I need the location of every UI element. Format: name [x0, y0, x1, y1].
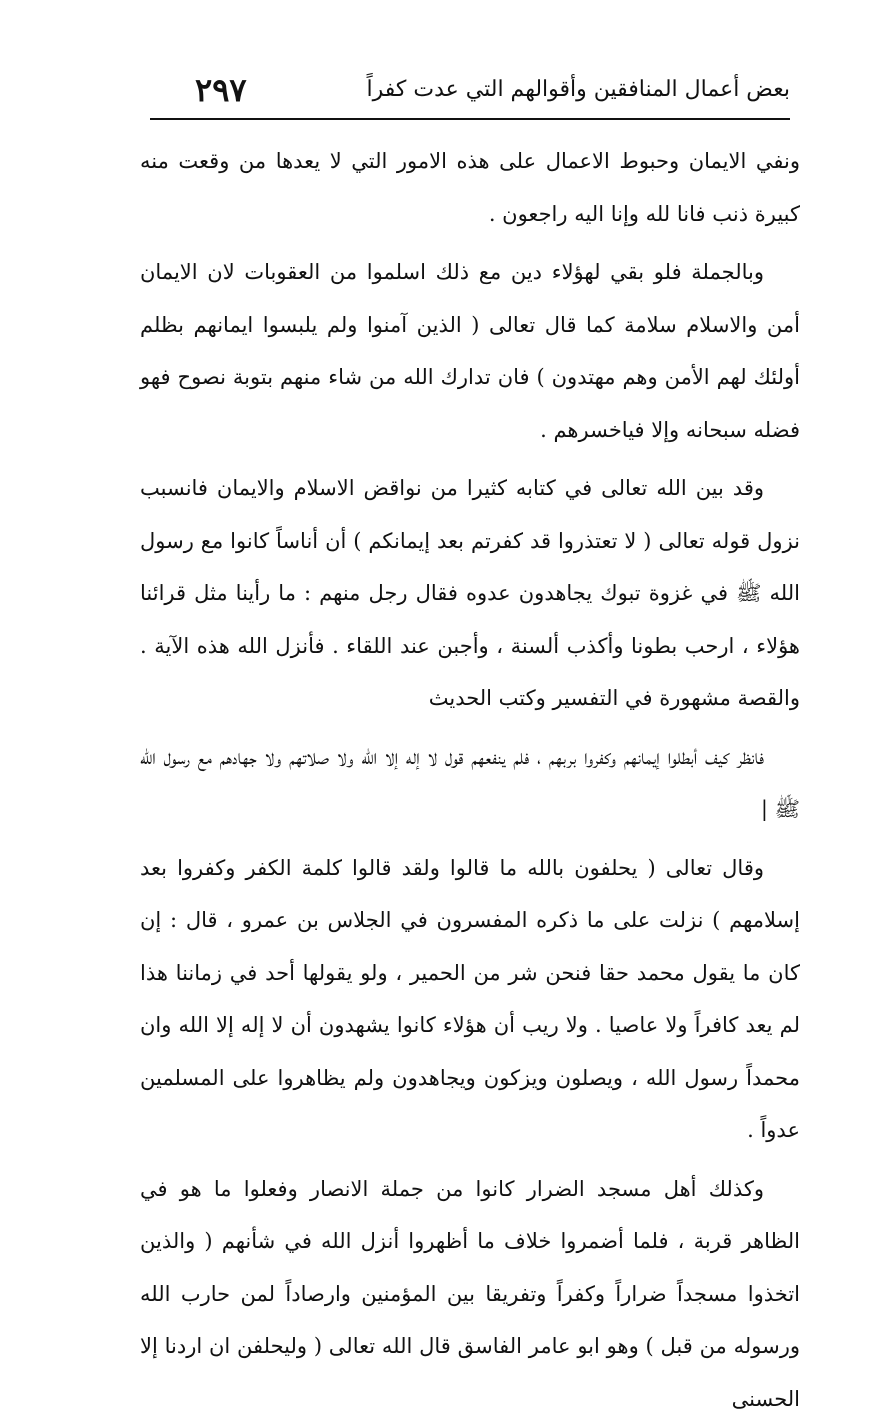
paragraph-text: وكذلك أهل مسجد الضرار كانوا من جملة الانصار وفعلوا ما هو في الظاهر قربة ، فلما أضمروا خلاف ما أظهروا أنزل الله في شأنهم ( والذين اتخذوا مسجداً ضراراً وكفراً وتفريقا بين المؤمنين وارصاداً لمن حارب الله ورسوله من قبل ) وهو ابو عامر الفاسق قال الله تعالى ( وليحلفن ان اردنا إلا الحسنى	[140, 1177, 800, 1411]
paragraph-text: وقد بين الله تعالى في كتابه كثيرا من نواقض الاسلام والايمان فانسبب نزول قوله تعالى ( لا تعتذروا قد كفرتم بعد إيمانكم ) أن أناساً كانوا مع رسول الله ﷺ في غزوة تبوك يجاهدون عدوه فقال رجل منهم : ما رأينا مثل قرائنا هؤلاء ، ارحب بطونا وأكذب ألسنة ، وأجبن عند اللقاء . فأنزل الله هذه الآية . والقصة مشهورة في التفسير وكتب الحديث	[140, 476, 800, 710]
page-number: ٢٩٧	[195, 68, 247, 112]
paragraph	[140, 842, 800, 1157]
running-title: بعض أعمال المنافقين وأقوالهم التي عدت كفراً	[367, 70, 790, 110]
paragraph-text: ونفي الايمان وحبوط الاعمال على هذه الامور التي لا يعدها من وقعت منه كبيرة ذنب فانا لله وإنا اليه راجعون .	[140, 149, 800, 226]
paragraph-text: فانظر كيف أبطلوا إيمانهم وكفروا بربهم ، فلم ينفعهم قول لا إله إلا الله ولا صلاتهم ولا جهادهم مع رسول الله ﷺ |	[140, 745, 800, 822]
paragraph	[140, 135, 800, 240]
paragraph-text: وقال تعالى ( يحلفون بالله ما قالوا ولقد قالوا كلمة الكفر وكفروا بعد إسلامهم ) نزلت على ما ذكره المفسرون في الجلاس بن عمرو ، قال : إن كان ما يقول محمد حقا فنحن شر من الحمير ، ولو يقولها أحد في زماننا هذا لم يعد كافراً ولا عاصيا . ولا ريب أن هؤلاء كانوا يشهدون أن لا إله إلا الله وان محمداً رسول الله ، ويصلون ويزكون ويجاهدون ولم يظاهروا على المسلمين عدواً .	[140, 856, 800, 1143]
paragraph	[140, 462, 800, 725]
page-header	[150, 70, 790, 116]
paragraph	[140, 246, 800, 456]
paragraph-text: وبالجملة فلو بقي لهؤلاء دين مع ذلك اسلموا من العقوبات لان الايمان أمن والاسلام سلامة كما قال تعالى ( الذين آمنوا ولم يلبسوا ايمانهم بظلم أولئك لهم الأمن وهم مهتدون ) فان تدارك الله من شاء منهم بتوبة نصوح فهو فضله سبحانه وإلا فياخسرهم .	[140, 260, 800, 442]
header-rule	[150, 118, 790, 120]
paragraph	[140, 731, 800, 836]
paragraph	[140, 1163, 800, 1425]
body-text	[140, 135, 800, 1425]
